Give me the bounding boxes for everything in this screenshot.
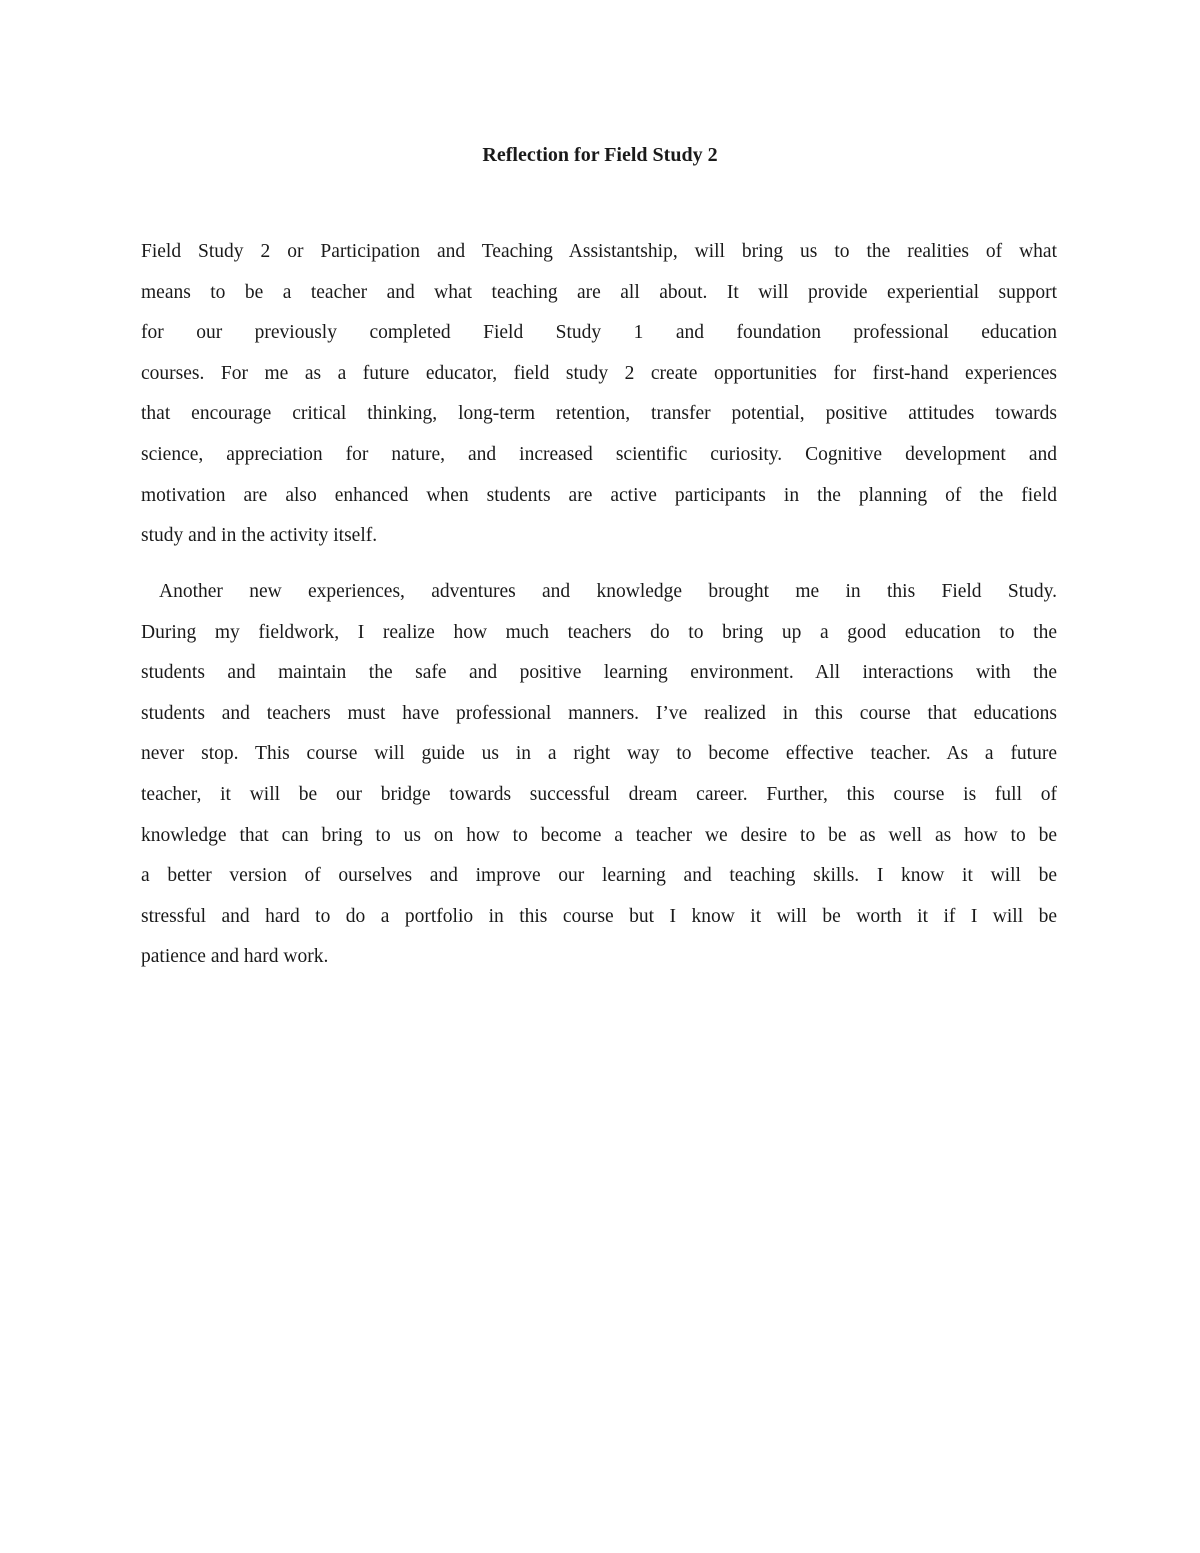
paragraph-line: stressful and hard to do a portfolio in this course but I know it will be worth it if I will be: [141, 905, 1057, 927]
paragraph-line: a better version of ourselves and improve our learning and teaching skills. I know it will be: [141, 865, 1057, 887]
paragraph-1: [141, 232, 1057, 557]
paragraph-line: Field Study 2 or Participation and Teaching Assistantship, will bring us to the realities of what: [141, 241, 1057, 262]
paragraph-line: patience and hard work.: [141, 946, 329, 968]
paragraph-2: [141, 572, 1057, 978]
paragraph-line: knowledge that can bring to us on how to become a teacher we desire to be as well as how to be: [141, 824, 1057, 846]
paragraph-line: Another new experiences, adventures and knowledge brought me in this Field Study.: [159, 581, 1057, 602]
document-title: Reflection for Field Study 2: [482, 144, 718, 166]
paragraph-line: courses. For me as a future educator, field study 2 create opportunities for first-hand experiences: [141, 362, 1057, 384]
paragraph-line: During my fieldwork, I realize how much teachers do to bring up a good education to the: [141, 621, 1057, 643]
paragraph-line: never stop. This course will guide us in a right way to become effective teacher. As a future: [141, 743, 1057, 765]
paragraph-line: teacher, it will be our bridge towards successful dream career. Further, this course is full of: [141, 783, 1057, 805]
paragraph-line: science, appreciation for nature, and increased scientific curiosity. Cognitive development and: [141, 443, 1057, 465]
paragraph-line: motivation are also enhanced when students are active participants in the planning of the field: [141, 484, 1057, 506]
paragraph-line: students and maintain the safe and positive learning environment. All interactions with the: [141, 662, 1057, 684]
paragraph-line: study and in the activity itself.: [141, 525, 378, 547]
paragraph-line: students and teachers must have professional manners. I’ve realized in this course that educations: [141, 702, 1057, 724]
paragraph-line: means to be a teacher and what teaching are all about. It will provide experiential support: [141, 281, 1057, 303]
paragraph-line: that encourage critical thinking, long-term retention, transfer potential, positive attitudes towards: [141, 403, 1057, 425]
paragraph-line: for our previously completed Field Study 1 and foundation professional education: [141, 322, 1057, 344]
